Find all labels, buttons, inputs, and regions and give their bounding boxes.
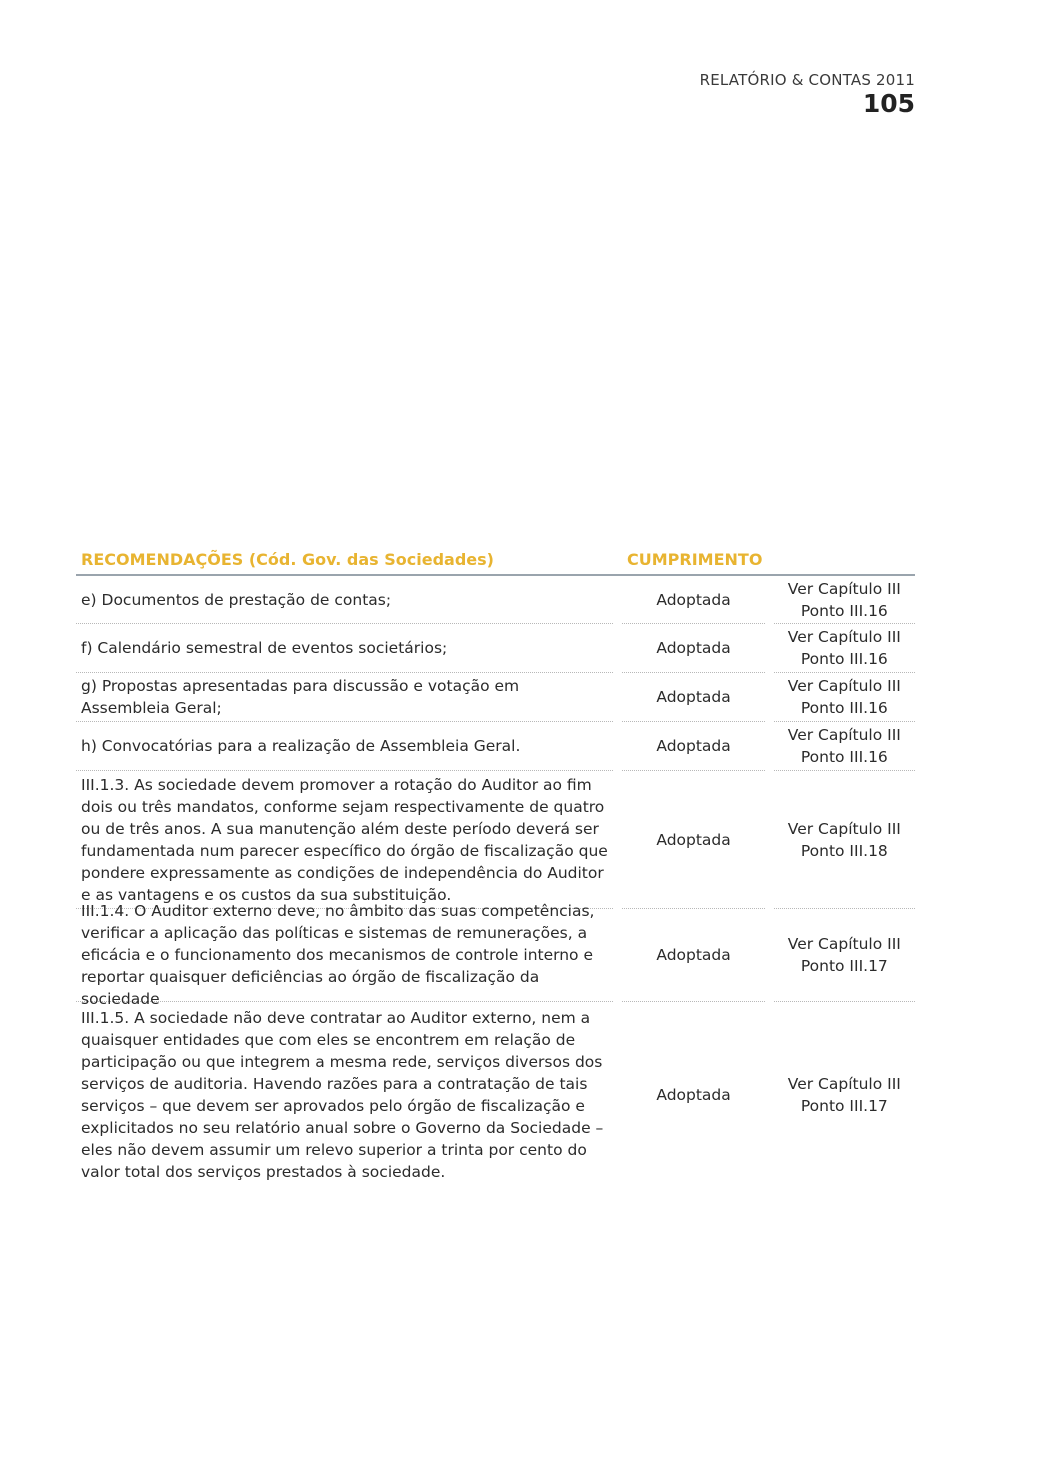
chapter-reference: Ver Capítulo III Ponto III.18 <box>774 771 915 909</box>
compliance-status: Adoptada <box>656 1086 731 1104</box>
recommendation-text: III.1.4. O Auditor externo deve, no âmbito das suas competências, verificar a aplicação das políticas e sistemas de remunerações, a eficácia e o funcionamento dos mecanismos de controle interno e reportar quaisquer deficiências ao órgão de fiscalização da sociedade <box>76 909 613 1002</box>
table-row <box>76 624 915 673</box>
compliance-status: Adoptada <box>622 576 764 624</box>
recommendation-text: g) Propostas apresentadas para discussão e votação em Assembleia Geral; <box>76 673 613 722</box>
compliance-status: Adoptada <box>622 624 764 673</box>
compliance-status: Adoptada <box>622 673 764 722</box>
recommendation-text: f) Calendário semestral de eventos societários; <box>76 624 613 673</box>
page-header <box>700 70 915 118</box>
column-header-recommendations: RECOMENDAÇÕES (Cód. Gov. das Sociedades) <box>81 550 494 569</box>
chapter-reference: Ver Capítulo III Ponto III.16 <box>774 624 915 673</box>
table-row <box>76 576 915 624</box>
report-title: RELATÓRIO & CONTAS 2011 <box>699 71 915 89</box>
table-header <box>76 548 915 576</box>
table-row <box>76 673 915 722</box>
recommendation-text: h) Convocatórias para a realização de Assembleia Geral. <box>76 722 613 771</box>
recommendations-table <box>76 548 915 1188</box>
column-header-compliance: CUMPRIMENTO <box>627 550 763 569</box>
table-row <box>76 902 915 1008</box>
compliance-status: Adoptada <box>622 909 764 1002</box>
page-number: 105 <box>862 89 915 118</box>
chapter-reference: Ver Capítulo III Ponto III.17 <box>787 1075 901 1115</box>
recommendation-text: e) Documentos de prestação de contas; <box>76 576 613 624</box>
compliance-status: Adoptada <box>622 771 764 909</box>
recommendation-text: III.1.3. As sociedade devem promover a rotação do Auditor ao fim dois ou três mandatos, conforme sejam respectivamente de quatro ou de três anos. A sua manutenção além deste período deverá ser fundamentada num parecer específico do órgão de fiscalização que pondere expressamente as condições de independência do Auditor e as vantagens e os custos da sua substituição. <box>76 771 613 909</box>
chapter-reference: Ver Capítulo III Ponto III.17 <box>774 909 915 1002</box>
table-row <box>76 722 915 771</box>
compliance-status: Adoptada <box>622 722 764 771</box>
table-row <box>76 1002 915 1188</box>
chapter-reference: Ver Capítulo III Ponto III.16 <box>774 576 915 624</box>
table-row <box>76 771 915 909</box>
chapter-reference: Ver Capítulo III Ponto III.16 <box>774 722 915 771</box>
chapter-reference: Ver Capítulo III Ponto III.16 <box>774 673 915 722</box>
recommendation-text: III.1.5. A sociedade não deve contratar ao Auditor externo, nem a quaisquer entidades que com eles se encontrem em relação de participação ou que integrem a mesma rede, serviços diversos dos serviços de auditoria. Havendo razões para a contratação de tais serviços – que devem ser aprovados pelo órgão de fiscalização e explicitados no seu relatório anual sobre o Governo da Sociedade – eles não devem assumir um relevo superior a trinta por cento do valor total dos serviços prestados à sociedade. <box>81 1009 604 1181</box>
